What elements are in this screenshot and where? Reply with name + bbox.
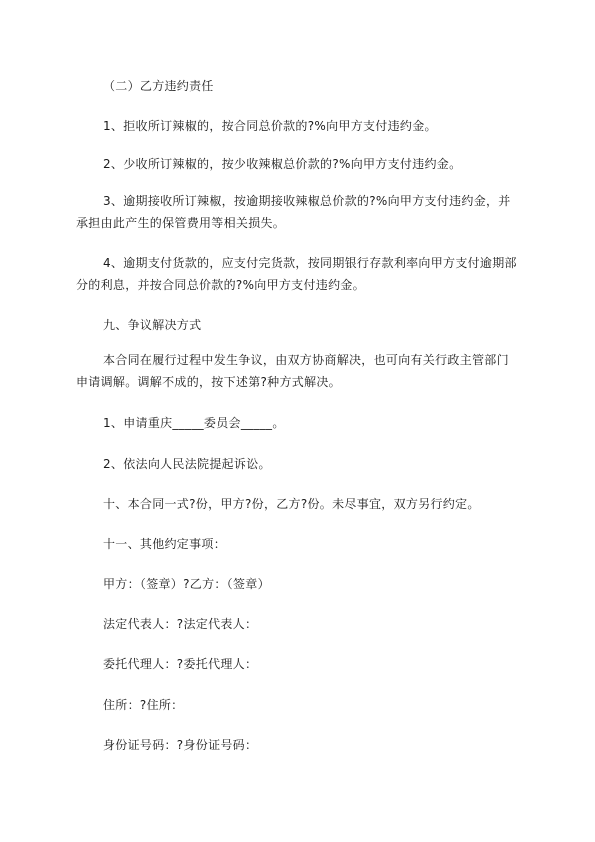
section-9-item-1: 1、申请重庆_____委员会_____。	[103, 416, 285, 430]
clause-b2: 2、少收所订辣椒的，按少收辣椒总价款的?%向甲方支付违约金。	[103, 157, 462, 171]
clause-b1: 1、拒收所订辣椒的，按合同总价款的?%向甲方支付违约金。	[103, 119, 437, 133]
section-b-heading: （二）乙方违约责任	[103, 79, 214, 93]
clause-b4: 4、逾期支付货款的，应支付完货款，按同期银行存款利率向甲方支付逾期部分的利息，并按合同总价款的?%向甲方支付违约金。	[76, 256, 517, 292]
section-10: 十、本合同一式?份，甲方?份，乙方?份。未尽事宜，双方另行约定。	[103, 497, 480, 511]
section-9-item-2: 2、依法向人民法院提起诉讼。	[103, 457, 271, 471]
section-9-heading: 九、争议解决方式	[103, 318, 202, 332]
clause-b3: 3、逾期接收所订辣椒，按逾期接收辣椒总价款的?%向甲方支付违约金，并承担由此产生的保管费用等相关损失。	[76, 194, 511, 230]
agent-line: 委托代理人：?委托代理人：	[103, 657, 258, 671]
legal-representative-line: 法定代表人：?法定代表人：	[103, 617, 258, 631]
id-number-line: 身份证号码：?身份证号码：	[103, 738, 258, 752]
section-11-heading: 十一、其他约定事项：	[103, 537, 227, 551]
address-line: 住所：?住所：	[103, 698, 184, 712]
signature-line: 甲方：（签章）?乙方：（签章）	[103, 577, 270, 591]
section-9-body: 本合同在履行过程中发生争议，由双方协商解决，也可向有关行政主管部门申请调解。调解不成的，按下述第?种方式解决。	[76, 353, 509, 389]
